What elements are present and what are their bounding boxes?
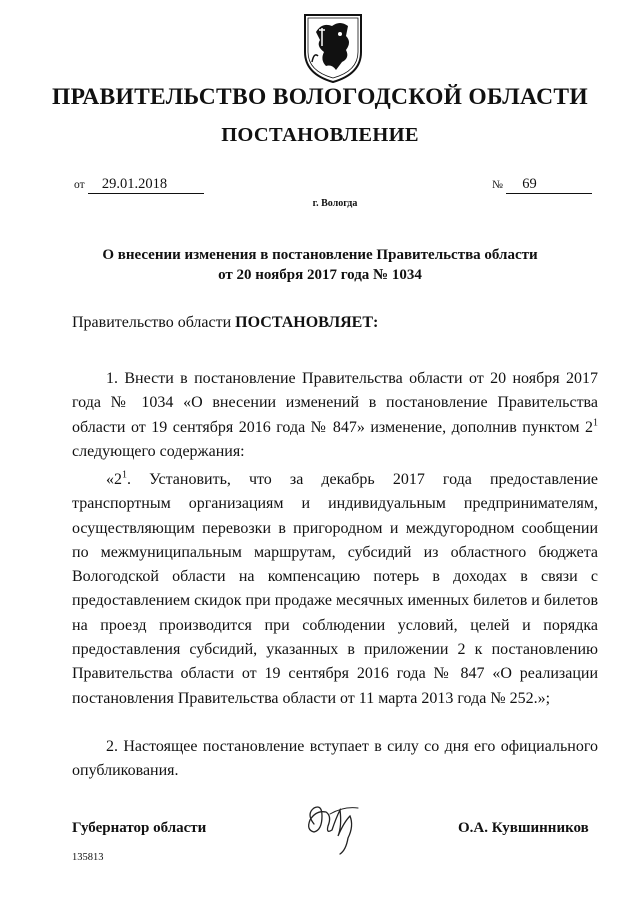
signatory-position: Губернатор области	[72, 820, 207, 836]
document-subject	[0, 245, 640, 285]
coat-of-arms-icon	[302, 12, 364, 84]
number-value: 69	[506, 176, 592, 194]
paragraph-2-sup: 1	[122, 469, 127, 481]
city-label: г. Вологда	[312, 198, 358, 209]
handwritten-signature-icon	[300, 796, 372, 858]
date-value: 29.01.2018	[88, 176, 204, 194]
date-label: от	[74, 179, 85, 191]
subject-line-1: О внесении изменения в постановление Правительства области	[102, 247, 538, 263]
preamble	[72, 314, 378, 332]
preamble-keyword: ПОСТАНОВЛЯЕТ:	[235, 314, 379, 331]
number-block	[492, 176, 592, 194]
paragraph-1	[72, 367, 598, 464]
document-code: 135813	[72, 852, 104, 863]
paragraph-1-text: 1. Внести в постановление Правительства области от 20 ноября 2017 года № 1034 «О внесении изменений в постановление Правительства области от 19 сентября 2016 года № 847» изменение, дополнив пунктом 2	[72, 370, 598, 436]
number-label: №	[492, 179, 503, 191]
paragraph-2	[72, 468, 598, 711]
paragraph-1-sup: 1	[593, 417, 598, 429]
document-type: ПОСТАНОВЛЕНИЕ	[221, 124, 419, 146]
government-title: ПРАВИТЕЛЬСТВО ВОЛОГОДСКОЙ ОБЛАСТИ	[52, 84, 588, 110]
paragraph-1-tail: следующего содержания:	[72, 442, 245, 460]
subject-line-2: от 20 ноября 2017 года № 1034	[218, 267, 422, 283]
paragraph-3	[72, 735, 598, 784]
preamble-lead: Правительство области	[72, 314, 236, 331]
paragraph-2-lead: «2	[106, 471, 122, 488]
signatory-name: О.А. Кувшинников	[458, 820, 589, 836]
paragraph-3-text: 2. Настоящее постановление вступает в силу со дня его официального опубликования.	[72, 738, 598, 780]
date-block	[74, 176, 204, 194]
paragraph-2-text: . Установить, что за декабрь 2017 года предоставление транспортным организациям и индивидуальным предпринимателям, осуществляющим перевозки в пригородном и междугородном сообщении по межмуниципальным маршрутам, субсидий из областного бюджета Вологодской области на компенсацию потерь в доходах в связи с предоставлением скидок при продаже месячных именных билетов и билетов на проезд производится при соблюдении условий, целей и порядка предоставления субсидий, указанных в приложении 2 к постановлению Правительства области от 19 сентября 2016 года № 847 «О реализации постановления Правительства области от 11 марта 2013 года № 252.»;	[72, 471, 598, 707]
